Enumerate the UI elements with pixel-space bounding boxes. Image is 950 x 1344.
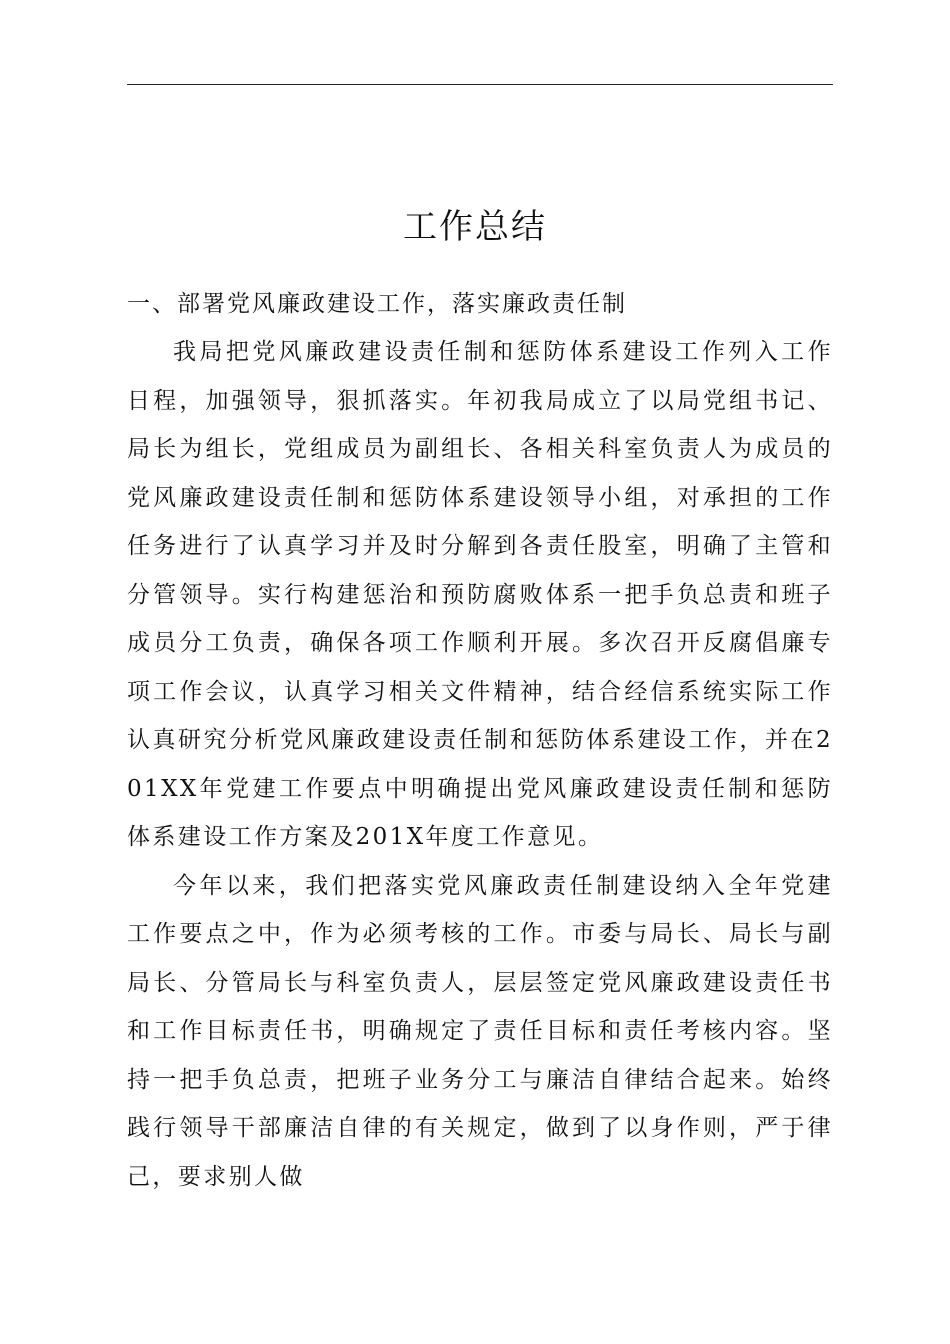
section-heading: 一、部署党风廉政建设工作，落实廉政责任制 <box>127 291 627 317</box>
document-title: 工作总结 <box>403 206 547 247</box>
document-body <box>127 280 833 1201</box>
header-rule <box>127 84 833 85</box>
paragraph-1: 我局把党风廉政建设责任制和惩防体系建设工作列入工作日程，加强领导，狠抓落实。年初我局成立了以局党组书记、局长为组长，党组成员为副组长、各相关科室负责人为成员的党风廉政建设责任制和惩防体系建设领导小组，对承担的工作任务进行了认真学习并及时分解到各责任股室，明确了主管和分管领导。实行构建惩治和预防腐败体系一把手负总责和班子成员分工负责，确保各项工作顺利开展。多次召开反腐倡廉专项工作会议，认真学习相关文件精神，结合经信系统实际工作认真研究分析党风廉政建设责任制和惩防体系建设工作，并在201XX年党建工作要点中明确提出党风廉政建设责任制和惩防体系建设工作方案及201X年度工作意见。 <box>127 339 833 850</box>
paragraph-2: 今年以来，我们把落实党风廉政责任制建设纳入全年党建工作要点之中，作为必须考核的工作。市委与局长、局长与副局长、分管局长与科室负责人，层层签定党风廉政建设责任书和工作目标责任书，明确规定了责任目标和责任考核内容。坚持一把手负总责，把班子业务分工与廉洁自律结合起来。始终践行领导干部廉洁自律的有关规定，做到了以身作则，严于律己，要求别人做 <box>127 872 833 1190</box>
